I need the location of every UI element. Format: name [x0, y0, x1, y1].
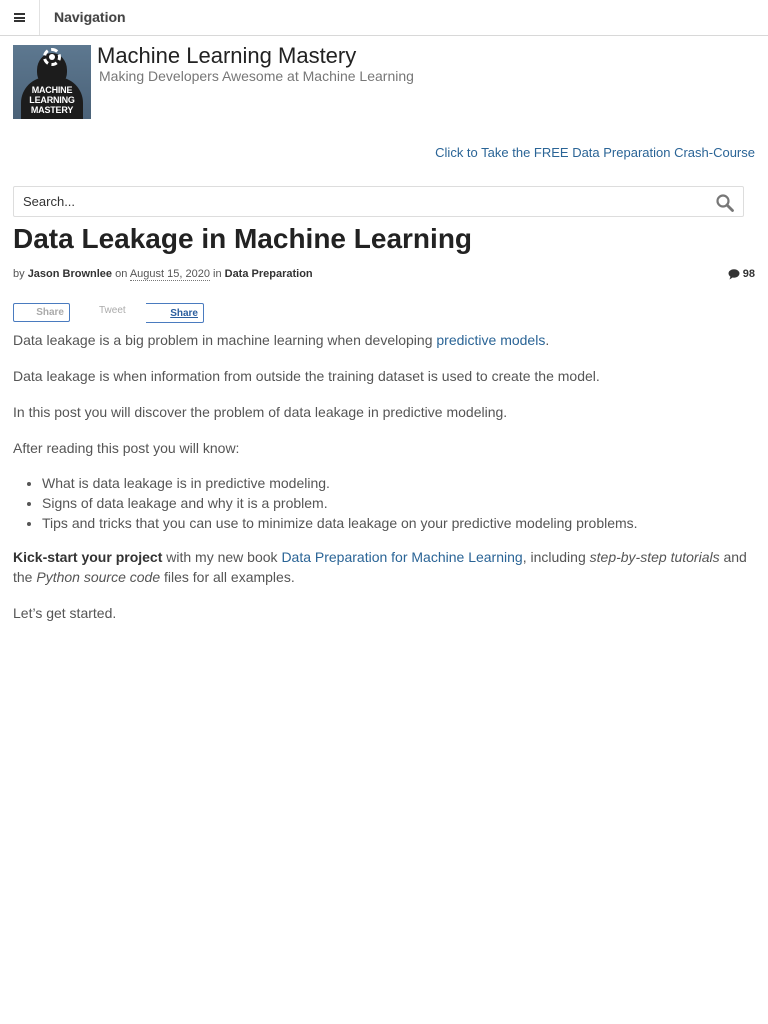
- paragraph-text: , including: [522, 549, 590, 565]
- twitter-tweet-button[interactable]: [99, 305, 126, 316]
- kick-start-label: Kick-start your project: [13, 549, 163, 565]
- site-logo[interactable]: [13, 45, 91, 119]
- search-button[interactable]: [715, 193, 735, 213]
- menu-toggle-button[interactable]: [0, 0, 40, 35]
- post-meta: [13, 268, 313, 280]
- logo-text: [13, 85, 91, 115]
- paragraph-text: .: [545, 332, 550, 348]
- predictive-models-link[interactable]: predictive models: [436, 332, 546, 348]
- post-title: Data Leakage in Machine Learning: [13, 223, 473, 254]
- list-item: • What is data leakage is in predictive modeling.: [42, 473, 755, 493]
- paragraph-text: with my new book: [162, 549, 282, 565]
- post-date: August 15, 2020: [129, 268, 210, 280]
- facebook-share-label: Share: [36, 307, 64, 318]
- emphasis-text: Python source code: [36, 569, 161, 585]
- category-link[interactable]: Data Preparation: [224, 268, 313, 280]
- comments-link[interactable]: [728, 268, 755, 280]
- facebook-share-button[interactable]: [13, 303, 70, 322]
- paragraph: [13, 547, 755, 587]
- logo-text-line: MASTERY: [30, 105, 74, 115]
- gear-icon: [43, 48, 61, 66]
- learning-outcomes-list: [42, 473, 755, 533]
- paragraph-text: Data leakage is a big problem in machine learning when developing: [13, 332, 437, 348]
- site-title[interactable]: Machine Learning Mastery: [97, 43, 357, 68]
- paragraph: Data leakage is when information from outside the training dataset is used to create the model.: [13, 368, 600, 384]
- paragraph: In this post you will discover the problem of data leakage in predictive modeling.: [13, 404, 508, 420]
- paragraph-text: and the: [13, 549, 747, 585]
- meta-by: by: [13, 268, 25, 280]
- logo-text-line: MACHINE: [31, 85, 73, 95]
- linkedin-share-button[interactable]: [146, 303, 204, 323]
- list-item: • Tips and tricks that you can use to minimize data leakage on your predictive modeling problems.: [42, 513, 755, 533]
- paragraph: After reading this post you will know:: [13, 440, 240, 456]
- emphasis-text: step-by-step tutorials: [589, 549, 720, 565]
- search-input[interactable]: [14, 187, 704, 216]
- logo-text-line: LEARNING: [29, 95, 75, 105]
- paragraph: [13, 330, 755, 350]
- twitter-tweet-label: Tweet: [99, 305, 126, 316]
- comment-count: 98: [742, 268, 755, 280]
- linkedin-share-label: Share: [170, 307, 198, 319]
- list-item: • Signs of data leakage and why it is a problem.: [42, 493, 755, 513]
- comment-icon: [728, 269, 740, 280]
- paragraph-text: files for all examples.: [160, 569, 295, 585]
- paragraph: Let’s get started.: [13, 605, 117, 621]
- crash-course-link[interactable]: Click to Take the FREE Data Preparation Crash-Course: [435, 145, 755, 160]
- navigation-label[interactable]: Navigation: [54, 9, 126, 25]
- search-icon: [715, 193, 735, 213]
- book-link[interactable]: Data Preparation for Machine Learning: [281, 549, 523, 565]
- meta-on: on: [115, 268, 128, 280]
- author-link[interactable]: Jason Brownlee: [27, 268, 113, 280]
- top-navigation-bar: [0, 0, 768, 36]
- search-form: [13, 186, 744, 217]
- meta-in: in: [213, 268, 222, 280]
- article-body: [13, 330, 755, 639]
- site-tagline: Making Developers Awesome at Machine Learning: [99, 68, 414, 84]
- hamburger-icon: [14, 13, 25, 22]
